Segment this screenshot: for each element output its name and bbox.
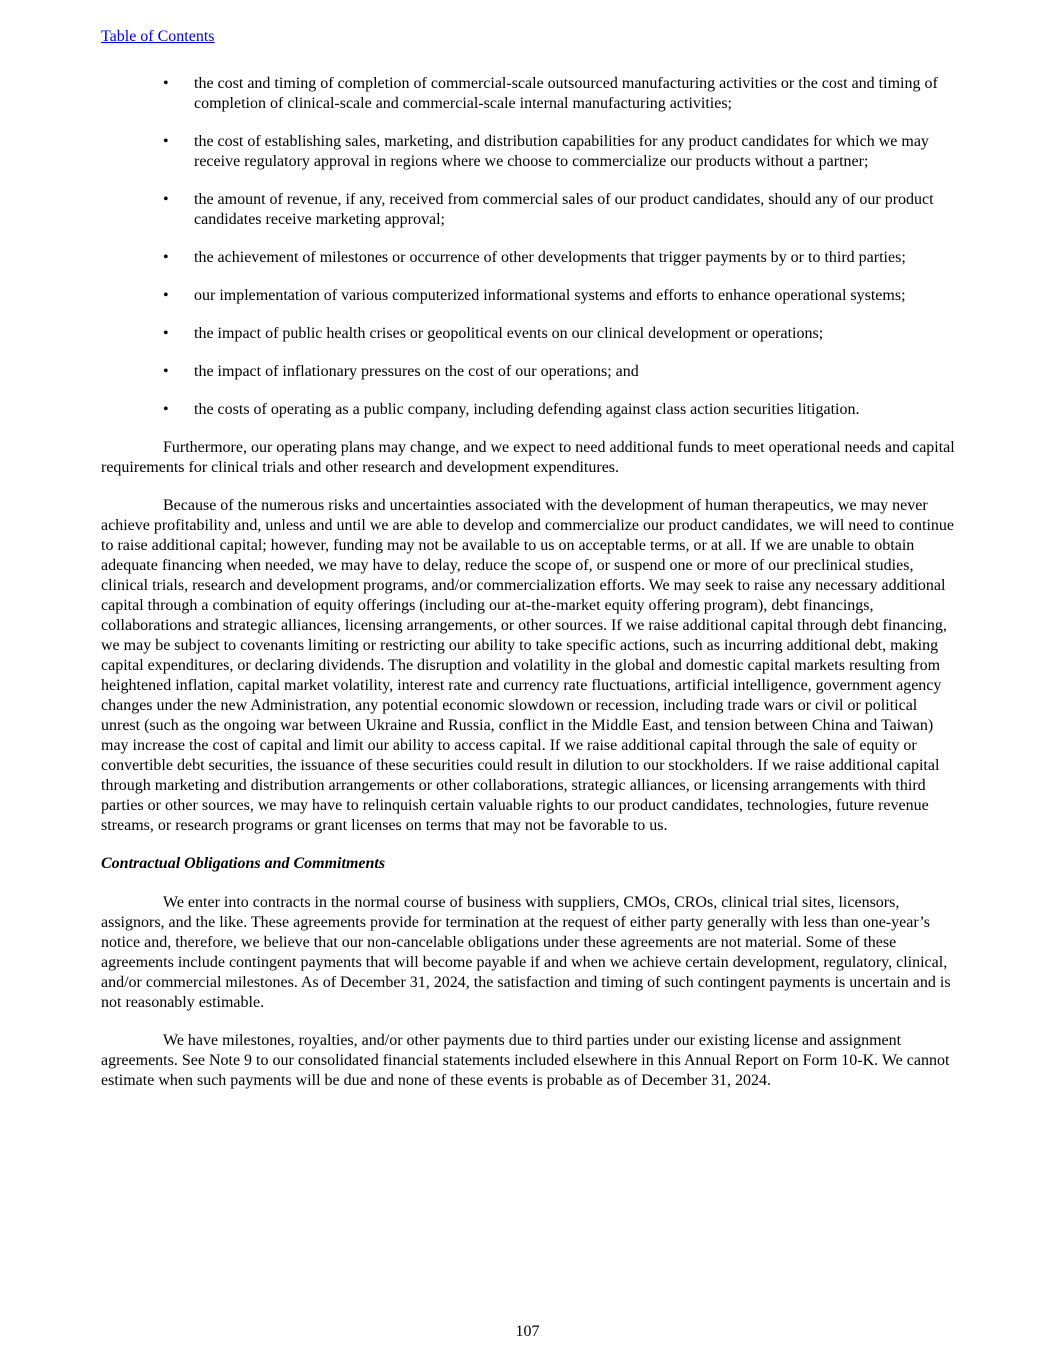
list-item-text: the impact of inflationary pressures on the cost of our operations; and — [194, 363, 639, 380]
bullet-icon: • — [163, 363, 169, 380]
list-item-text: the cost of establishing sales, marketing, and distribution capabilities for any product candidates for which we may receive regulatory approval in regions where we choose to commercialize our products without a partner; — [194, 133, 929, 170]
list-item-text: the impact of public health crises or geopolitical events on our clinical development or operations; — [194, 325, 824, 342]
list-item — [101, 74, 955, 114]
page-number: 107 — [515, 1323, 540, 1340]
list-item — [101, 132, 955, 172]
document-body — [101, 74, 955, 1109]
bullet-list — [101, 74, 955, 420]
bullet-icon: • — [163, 133, 169, 150]
paragraph-operating-plans: Furthermore, our operating plans may change, and we expect to need additional funds to meet operational needs and capital requirements for clinical trials and other research and development expenditures. — [101, 439, 955, 476]
list-item — [101, 400, 955, 420]
paragraph-capital-risks: Because of the numerous risks and uncertainties associated with the development of human therapeutics, we may never achieve profitability and, unless and until we are able to develop and commercialize our product candidates, we will need to continue to raise additional capital; however, funding may not be available to us on acceptable terms, or at all. If we are unable to obtain adequate financing when needed, we may have to delay, reduce the scope of, or suspend one or more of our preclinical studies, clinical trials, research and development programs, and/or commercialization efforts. We may seek to raise any necessary additional capital through a combination of equity offerings (including our at-the-market equity offering program), debt financings, collaborations and strategic alliances, licensing arrangements, or other sources. If we raise additional capital through debt financing, we may be subject to covenants limiting or restricting our ability to take specific actions, such as incurring additional debt, making capital expenditures, or declaring dividends. The disruption and volatility in the global and domestic capital markets resulting from heightened inflation, capital market volatility, interest rate and currency rate fluctuations, artificial intelligence, government agency changes under the new Administration, any potential economic slowdown or recession, including trade wars or civil or political unrest (such as the ongoing war between Ukraine and Russia, conflict in the Middle East, and tension between China and Taiwan) may increase the cost of capital and limit our ability to access capital. If we raise additional capital through the sale of equity or convertible debt securities, the issuance of these securities could result in dilution to our stockholders. If we raise additional capital through marketing and distribution arrangements or other collaborations, strategic alliances, or licensing arrangements with third parties or other sources, we may have to relinquish certain valuable rights to our product candidates, technologies, future revenue streams, or research programs or grant licenses on terms that may not be favorable to us. — [101, 497, 955, 834]
list-item-text: our implementation of various computerized informational systems and efforts to enhance operational systems; — [194, 287, 906, 304]
list-item-text: the amount of revenue, if any, received from commercial sales of our product candidates, should any of our product candidates receive marketing approval; — [194, 191, 934, 228]
list-item-text: the costs of operating as a public company, including defending against class action securities litigation. — [194, 401, 860, 418]
bullet-icon: • — [163, 287, 169, 304]
list-item-text: the cost and timing of completion of commercial-scale outsourced manufacturing activities or the cost and timing of completion of clinical-scale and commercial-scale internal manufacturing activities; — [194, 75, 938, 112]
bullet-icon: • — [163, 401, 169, 418]
list-item-text: the achievement of milestones or occurrence of other developments that trigger payments by or to third parties; — [194, 249, 906, 266]
section-heading: Contractual Obligations and Commitments — [101, 855, 386, 872]
list-item — [101, 324, 955, 344]
bullet-icon: • — [163, 191, 169, 208]
list-item — [101, 362, 955, 382]
table-of-contents-link[interactable]: Table of Contents — [101, 28, 215, 45]
bullet-icon: • — [163, 249, 169, 266]
paragraph-milestones: We have milestones, royalties, and/or other payments due to third parties under our existing license and assignment agreements. See Note 9 to our consolidated financial statements included elsewhere in this Annual Report on Form 10-K. We cannot estimate when such payments will be due and none of these events is probable as of December 31, 2024. — [101, 1032, 950, 1089]
paragraph-contracts: We enter into contracts in the normal course of business with suppliers, CMOs, CROs, clinical trial sites, licensors, assignors, and the like. These agreements provide for termination at the request of either party generally with less than one-year’s notice and, therefore, we believe that our non-cancelable obligations under these agreements are not material. Some of these agreements include contingent payments that will become payable if and when we achieve certain development, regulatory, clinical, and/or commercial milestones. As of December 31, 2024, the satisfaction and timing of such contingent payments is uncertain and is not reasonably estimable. — [101, 894, 951, 1011]
list-item — [101, 248, 955, 268]
list-item — [101, 286, 955, 306]
bullet-icon: • — [163, 75, 169, 92]
bullet-icon: • — [163, 325, 169, 342]
list-item — [101, 190, 955, 230]
